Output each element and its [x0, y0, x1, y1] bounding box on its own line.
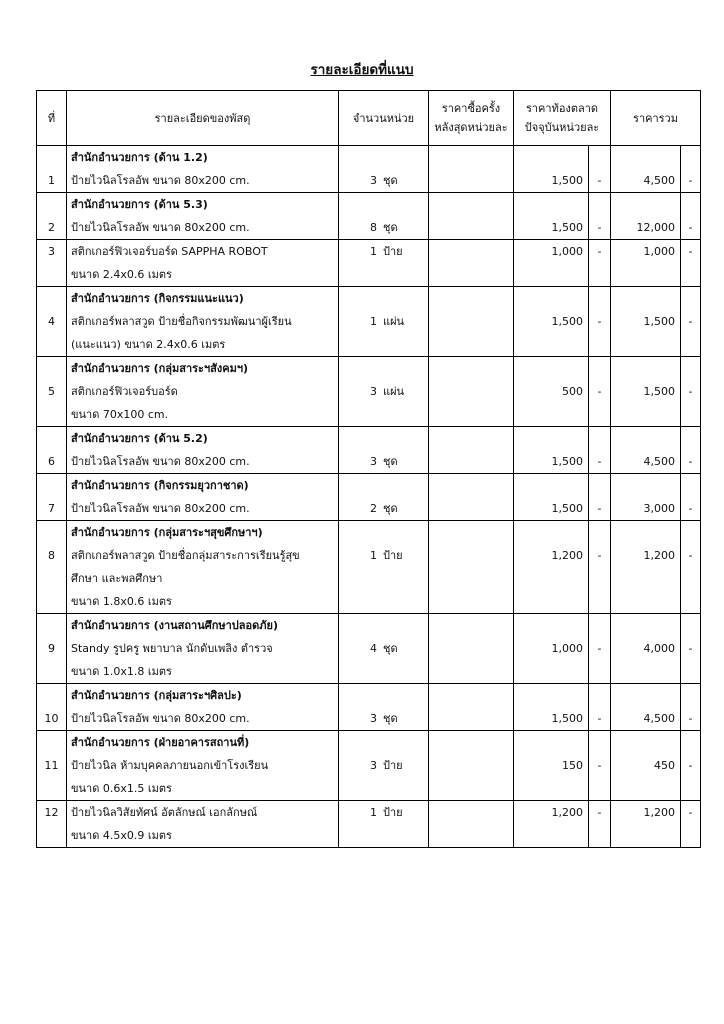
quantity-value: 3	[370, 712, 377, 725]
total-satang: -	[688, 245, 693, 258]
item-detail-cell	[67, 684, 339, 731]
detail-line: สติกเกอร์ฟิวเจอร์บอร์ด SAPPHA ROBOT	[71, 245, 268, 258]
table-header-row	[37, 91, 701, 146]
market-price-value: 1,500	[551, 174, 583, 187]
last-price-value	[429, 310, 513, 333]
quantity-cell	[339, 731, 429, 801]
item-detail-cell	[67, 287, 339, 357]
total-satang-cell	[681, 357, 701, 427]
quantity-unit: ป้าย	[383, 759, 403, 772]
market-price-satang-cell	[589, 287, 611, 357]
detail-line: สติกเกอร์พลาสวูด ป้ายชื่อกิจกรรมพัฒนาผู้เรียน	[71, 315, 292, 328]
quantity-unit: ชุด	[383, 221, 398, 234]
quantity-unit: ป้าย	[383, 245, 403, 258]
total-satang-cell	[681, 193, 701, 240]
table-row	[37, 614, 701, 684]
item-number: 10	[44, 712, 59, 725]
table-row	[37, 521, 701, 614]
total-satang: -	[688, 712, 693, 725]
quantity-value: 2	[370, 502, 377, 515]
quantity-cell	[339, 240, 429, 287]
item-number-cell	[37, 521, 67, 614]
market-price-satang: -	[597, 174, 602, 187]
quantity-value: 1	[370, 806, 377, 819]
market-price-satang: -	[597, 245, 602, 258]
market-price-cell	[514, 521, 589, 614]
total-satang-cell	[681, 684, 701, 731]
market-price-cell	[514, 474, 589, 521]
item-detail-cell	[67, 801, 339, 848]
header-market-price-line1: ราคาท้องตลาด	[525, 102, 599, 115]
item-detail-cell	[67, 521, 339, 614]
detail-line: ป้ายไวนิลโรลอัพ ขนาด 80x200 cm.	[71, 712, 250, 725]
quantity-cell	[339, 684, 429, 731]
market-price-satang: -	[597, 315, 602, 328]
total-value: 4,500	[643, 712, 676, 725]
item-detail-cell	[67, 240, 339, 287]
detail-line: ป้ายไวนิลวิสัยทัศน์ อัตลักษณ์ เอกลักษณ์	[71, 806, 258, 819]
market-price-satang-cell	[589, 521, 611, 614]
total-satang: -	[688, 759, 693, 772]
detail-line: ป้ายไวนิลโรลอัพ ขนาด 80x200 cm.	[71, 455, 250, 468]
item-number: 4	[48, 315, 55, 328]
quantity-unit: ชุด	[383, 712, 398, 725]
quantity-unit: ป้าย	[383, 549, 403, 562]
quantity-value: 1	[370, 549, 377, 562]
table-row	[37, 801, 701, 848]
item-detail-cell	[67, 357, 339, 427]
quantity-value: 1	[370, 245, 377, 258]
last-price-value	[429, 497, 513, 520]
market-price-satang-cell	[589, 240, 611, 287]
section-heading: สำนักอำนวยการ (กิจกรรมแนะแนว)	[71, 292, 244, 305]
item-detail-cell	[67, 427, 339, 474]
table-row	[37, 287, 701, 357]
item-detail-cell	[67, 731, 339, 801]
item-number: 6	[48, 455, 55, 468]
total-cell	[611, 614, 681, 684]
last-price-cell	[429, 193, 514, 240]
table-row	[37, 240, 701, 287]
total-value: 1,500	[643, 385, 676, 398]
header-no: ที่	[37, 91, 67, 146]
detail-line: ป้ายไวนิล ห้ามบุคคลภายนอกเข้าโรงเรียน	[71, 759, 269, 772]
market-price-value: 150	[562, 759, 583, 772]
quantity-value: 4	[370, 642, 377, 655]
section-heading: สำนักอำนวยการ (งานสถานศึกษาปลอดภัย)	[71, 619, 279, 632]
market-price-cell	[514, 684, 589, 731]
quantity-cell	[339, 287, 429, 357]
item-number-cell	[37, 427, 67, 474]
market-price-satang: -	[597, 759, 602, 772]
last-price-value	[429, 544, 513, 567]
header-total: ราคารวม	[611, 91, 701, 146]
total-satang: -	[688, 549, 693, 562]
market-price-cell	[514, 146, 589, 193]
header-last-price-line1: ราคาซื้อครั้ง	[441, 102, 501, 115]
total-satang-cell	[681, 146, 701, 193]
market-price-value: 1,000	[551, 642, 583, 655]
quantity-cell	[339, 146, 429, 193]
header-detail: รายละเอียดของพัสดุ	[67, 91, 339, 146]
market-price-cell	[514, 427, 589, 474]
quantity-unit: ชุด	[383, 174, 398, 187]
total-satang-cell	[681, 240, 701, 287]
total-cell	[611, 427, 681, 474]
total-satang: -	[688, 455, 693, 468]
item-number-cell	[37, 357, 67, 427]
item-number: 12	[44, 806, 59, 819]
market-price-satang-cell	[589, 474, 611, 521]
total-satang: -	[688, 174, 693, 187]
item-number-cell	[37, 474, 67, 521]
detail-line: ป้ายไวนิลโรลอัพ ขนาด 80x200 cm.	[71, 221, 250, 234]
document-title: รายละเอียดที่แนบ	[310, 62, 414, 78]
quantity-value: 3	[370, 385, 377, 398]
section-heading: สำนักอำนวยการ (ฝ่ายอาคารสถานที่)	[71, 736, 250, 749]
last-price-cell	[429, 357, 514, 427]
last-price-value	[429, 637, 513, 660]
quantity-cell	[339, 801, 429, 848]
last-price-value	[429, 801, 513, 824]
total-satang: -	[688, 221, 693, 234]
item-number: 2	[48, 221, 55, 234]
market-price-cell	[514, 614, 589, 684]
quantity-unit: ป้าย	[383, 806, 403, 819]
market-price-satang-cell	[589, 614, 611, 684]
total-value: 450	[654, 759, 676, 772]
table-row	[37, 474, 701, 521]
item-number-cell	[37, 801, 67, 848]
total-satang: -	[688, 315, 693, 328]
market-price-satang-cell	[589, 427, 611, 474]
total-satang-cell	[681, 427, 701, 474]
item-number: 11	[44, 759, 59, 772]
total-satang-cell	[681, 287, 701, 357]
total-satang: -	[688, 502, 693, 515]
total-cell	[611, 801, 681, 848]
last-price-cell	[429, 287, 514, 357]
market-price-cell	[514, 193, 589, 240]
quantity-value: 3	[370, 455, 377, 468]
last-price-cell	[429, 614, 514, 684]
quantity-value: 3	[370, 174, 377, 187]
quantity-cell	[339, 193, 429, 240]
detail-line: ศึกษา และพลศึกษา	[71, 572, 163, 585]
last-price-value	[429, 216, 513, 239]
item-number: 7	[48, 502, 55, 515]
item-detail-cell	[67, 614, 339, 684]
last-price-cell	[429, 731, 514, 801]
detail-line: ขนาด 2.4x0.6 เมตร	[71, 268, 172, 281]
total-value: 1,200	[643, 549, 676, 562]
market-price-value: 1,000	[551, 245, 583, 258]
market-price-cell	[514, 801, 589, 848]
market-price-value: 1,500	[551, 712, 583, 725]
market-price-value: 1,200	[551, 806, 583, 819]
market-price-satang: -	[597, 806, 602, 819]
last-price-cell	[429, 427, 514, 474]
market-price-value: 1,200	[551, 549, 583, 562]
table-row	[37, 427, 701, 474]
quantity-cell	[339, 357, 429, 427]
market-price-value: 1,500	[551, 502, 583, 515]
total-satang: -	[688, 642, 693, 655]
total-satang-cell	[681, 731, 701, 801]
last-price-cell	[429, 521, 514, 614]
market-price-value: 500	[562, 385, 583, 398]
total-value: 4,500	[643, 174, 676, 187]
market-price-satang-cell	[589, 731, 611, 801]
last-price-cell	[429, 474, 514, 521]
quantity-unit: แผ่น	[383, 315, 405, 328]
total-satang-cell	[681, 474, 701, 521]
total-value: 12,000	[636, 221, 676, 234]
total-value: 4,500	[643, 455, 676, 468]
total-satang-cell	[681, 521, 701, 614]
total-value: 3,000	[643, 502, 676, 515]
total-cell	[611, 287, 681, 357]
item-number: 1	[48, 174, 55, 187]
quantity-unit: ชุด	[383, 642, 398, 655]
total-satang: -	[688, 385, 693, 398]
market-price-cell	[514, 240, 589, 287]
item-number-cell	[37, 193, 67, 240]
market-price-satang: -	[597, 502, 602, 515]
section-heading: สำนักอำนวยการ (ด้าน 5.3)	[71, 198, 208, 211]
table-row	[37, 357, 701, 427]
section-heading: สำนักอำนวยการ (กิจกรรมยุวกาชาด)	[71, 479, 249, 492]
section-heading: สำนักอำนวยการ (กลุ่มสาระฯสังคมฯ)	[71, 362, 249, 375]
detail-line: ป้ายไวนิลโรลอัพ ขนาด 80x200 cm.	[71, 502, 250, 515]
item-detail-cell	[67, 193, 339, 240]
quantity-value: 3	[370, 759, 377, 772]
market-price-satang: -	[597, 642, 602, 655]
market-price-satang-cell	[589, 193, 611, 240]
total-cell	[611, 731, 681, 801]
market-price-satang: -	[597, 455, 602, 468]
total-cell	[611, 684, 681, 731]
detail-line: ขนาด 70x100 cm.	[71, 408, 169, 421]
total-value: 1,200	[643, 806, 676, 819]
item-number-cell	[37, 240, 67, 287]
section-heading: สำนักอำนวยการ (กลุ่มสาระฯศิลปะ)	[71, 689, 242, 702]
total-value: 4,000	[643, 642, 676, 655]
header-last-price	[429, 91, 514, 146]
total-value: 1,500	[643, 315, 676, 328]
item-number-cell	[37, 287, 67, 357]
quantity-cell	[339, 474, 429, 521]
table-row	[37, 146, 701, 193]
detail-line: สติกเกอร์ฟิวเจอร์บอร์ด	[71, 385, 178, 398]
quantity-unit: ชุด	[383, 502, 398, 515]
quantity-value: 8	[370, 221, 377, 234]
quantity-unit: แผ่น	[383, 385, 405, 398]
table-row	[37, 193, 701, 240]
section-heading: สำนักอำนวยการ (ด้าน 1.2)	[71, 151, 208, 164]
detail-line: ขนาด 0.6x1.5 เมตร	[71, 782, 172, 795]
market-price-satang-cell	[589, 801, 611, 848]
total-cell	[611, 146, 681, 193]
detail-line: Standy รูปครู พยาบาล นักดับเพลิง ตำรวจ	[71, 642, 273, 655]
market-price-satang: -	[597, 221, 602, 234]
quantity-cell	[339, 614, 429, 684]
detail-line: ขนาด 1.0x1.8 เมตร	[71, 665, 172, 678]
market-price-cell	[514, 357, 589, 427]
detail-line: ขนาด 4.5x0.9 เมตร	[71, 829, 172, 842]
last-price-value	[429, 707, 513, 730]
total-satang-cell	[681, 801, 701, 848]
item-detail-cell	[67, 146, 339, 193]
total-cell	[611, 357, 681, 427]
detail-line: ป้ายไวนิลโรลอัพ ขนาด 80x200 cm.	[71, 174, 250, 187]
last-price-cell	[429, 240, 514, 287]
total-cell	[611, 240, 681, 287]
header-market-price	[514, 91, 611, 146]
quantity-cell	[339, 427, 429, 474]
table-row	[37, 731, 701, 801]
item-number-cell	[37, 684, 67, 731]
market-price-value: 1,500	[551, 455, 583, 468]
market-price-value: 1,500	[551, 221, 583, 234]
total-satang: -	[688, 806, 693, 819]
total-cell	[611, 474, 681, 521]
market-price-satang: -	[597, 385, 602, 398]
last-price-value	[429, 450, 513, 473]
market-price-value: 1,500	[551, 315, 583, 328]
quantity-value: 1	[370, 315, 377, 328]
market-price-cell	[514, 287, 589, 357]
market-price-satang-cell	[589, 357, 611, 427]
header-last-price-line2: หลังสุดหน่วยละ	[434, 121, 508, 134]
last-price-cell	[429, 801, 514, 848]
table-row	[37, 684, 701, 731]
market-price-satang-cell	[589, 146, 611, 193]
market-price-satang-cell	[589, 684, 611, 731]
section-heading: สำนักอำนวยการ (กลุ่มสาระฯสุขศึกษาฯ)	[71, 526, 263, 539]
last-price-value	[429, 754, 513, 777]
quantity-unit: ชุด	[383, 455, 398, 468]
item-number-cell	[37, 146, 67, 193]
total-value: 1,000	[643, 245, 676, 258]
last-price-value	[429, 380, 513, 403]
detail-line: สติกเกอร์พลาสวูด ป้ายชื่อกลุ่มสาระการเรียนรู้สุข	[71, 549, 300, 562]
header-market-price-line2: ปัจจุบันหน่วยละ	[524, 121, 600, 134]
section-heading: สำนักอำนวยการ (ด้าน 5.2)	[71, 432, 208, 445]
item-number: 3	[48, 245, 55, 258]
item-number-cell	[37, 731, 67, 801]
item-number-cell	[37, 614, 67, 684]
last-price-cell	[429, 684, 514, 731]
item-number: 8	[48, 549, 55, 562]
last-price-value	[429, 169, 513, 192]
items-table	[36, 90, 701, 848]
last-price-cell	[429, 146, 514, 193]
last-price-value	[429, 240, 513, 263]
item-detail-cell	[67, 474, 339, 521]
total-cell	[611, 193, 681, 240]
header-qty: จำนวนหน่วย	[339, 91, 429, 146]
item-number: 5	[48, 385, 55, 398]
market-price-satang: -	[597, 549, 602, 562]
total-satang-cell	[681, 614, 701, 684]
item-number: 9	[48, 642, 55, 655]
quantity-cell	[339, 521, 429, 614]
market-price-cell	[514, 731, 589, 801]
market-price-satang: -	[597, 712, 602, 725]
detail-line: ขนาด 1.8x0.6 เมตร	[71, 595, 172, 608]
detail-line: (แนะแนว) ขนาด 2.4x0.6 เมตร	[71, 338, 226, 351]
total-cell	[611, 521, 681, 614]
